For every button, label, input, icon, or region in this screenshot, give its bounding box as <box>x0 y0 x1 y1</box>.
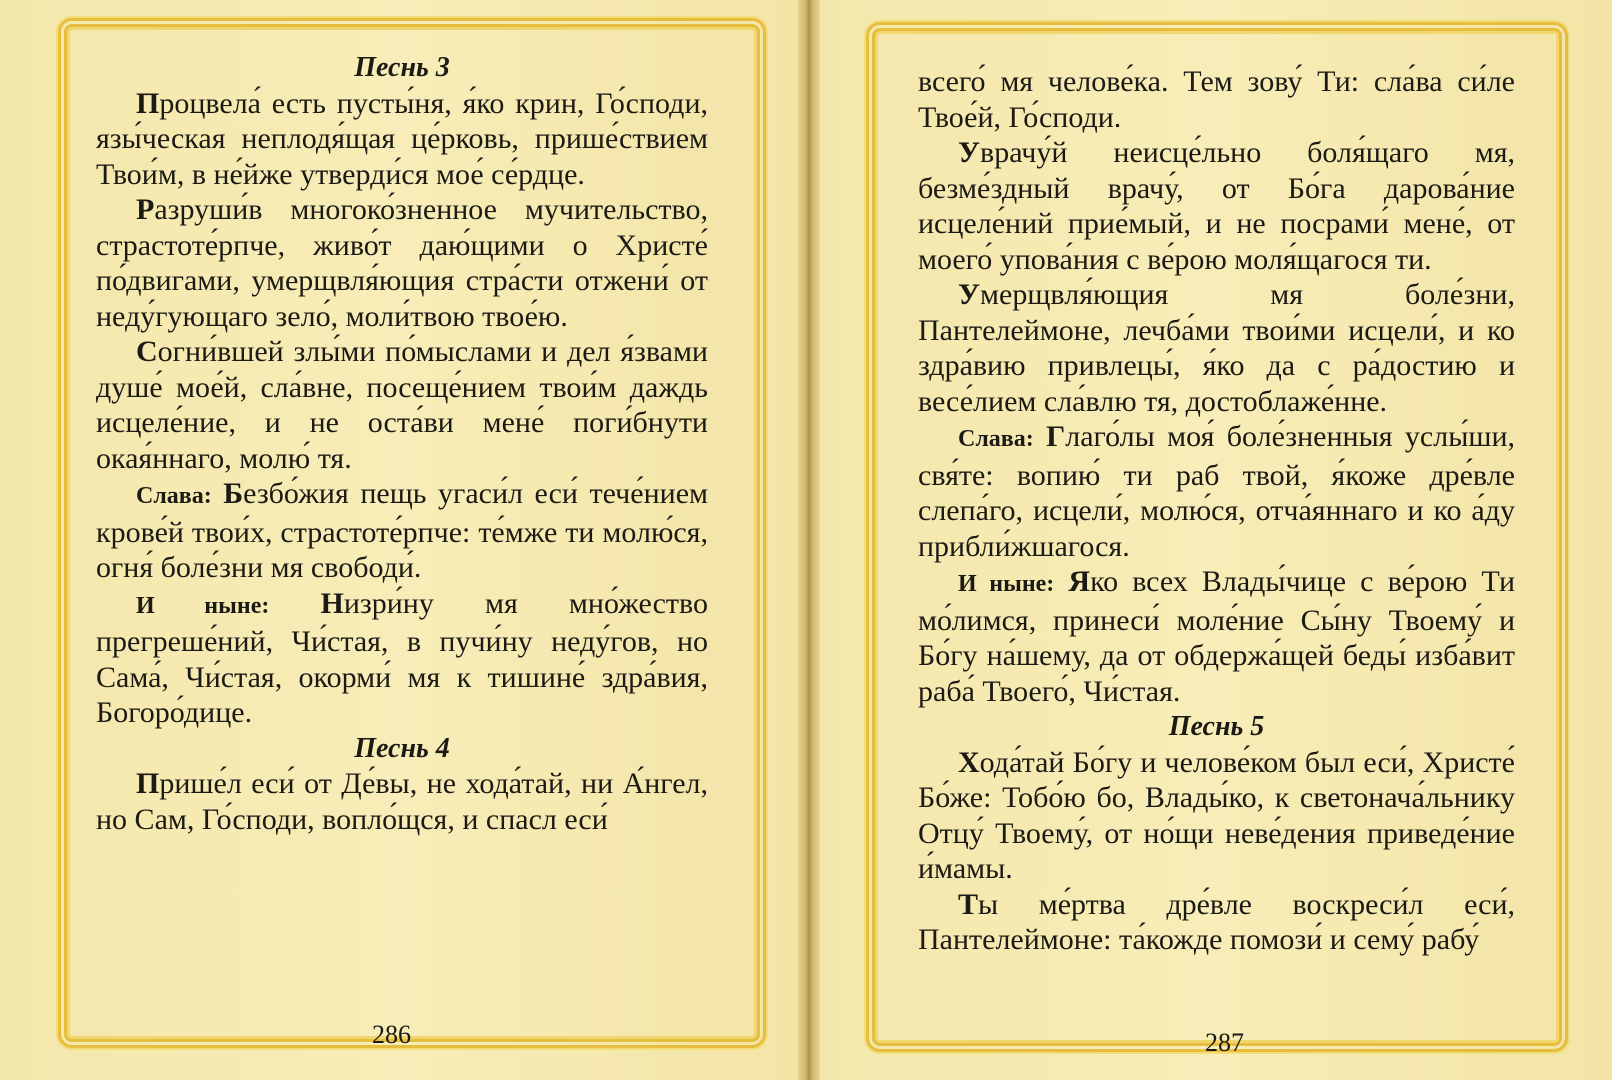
initial-letter: Х <box>958 745 980 779</box>
section-heading: Песнь 4 <box>354 732 450 764</box>
initial-letter: Р <box>136 193 155 226</box>
paragraph: всего́ мя челове́ка. Тем зову́ Ти: сла́ва си́ле Твое́й, Го́споди. <box>918 65 1515 134</box>
rubric-label: И ныне: <box>958 571 1055 597</box>
paragraph-text: ы ме́ртва дре́вле воскреси́л еси́, Пантелеймоне: та́кожде помози́ и сему́ рабу́ <box>918 887 1515 956</box>
rubric-label: И ныне: <box>136 592 270 619</box>
initial-letter: Г <box>1046 420 1066 453</box>
initial-letter: Т <box>958 887 979 921</box>
left-page-text <box>96 50 708 837</box>
book-gutter <box>798 0 820 1080</box>
initial-letter: У <box>958 278 981 311</box>
section-heading: Песнь 5 <box>1168 711 1265 742</box>
page-number: 287 <box>1205 1028 1244 1057</box>
paragraph <box>918 419 1515 564</box>
section-heading: Песнь 3 <box>354 52 450 83</box>
paragraph <box>96 334 708 476</box>
initial-letter: Б <box>223 477 244 510</box>
page-number: 286 <box>372 1020 411 1049</box>
paragraph <box>96 476 708 586</box>
paragraph <box>96 86 708 193</box>
paragraph-text: езбо́жия пещь угаси́л еси́ тече́нием крове́й твои́х, страстоте́рпче: те́мже ти молю́ся, огня́ боле́зни мя свободи́. <box>96 477 708 584</box>
paragraph-text: рише́л еси́ от Де́вы, не хода́тай, ни А́нгел, но Сам, Го́споди, вопло́щся, и спасл еси́ <box>96 767 708 836</box>
initial-letter: У <box>958 136 981 169</box>
paragraph <box>96 766 708 837</box>
paragraph-text: лаго́лы моя́ боле́зненныя услы́ши, свя́те: вопию́ ти раб твой, я́коже дре́вле слепа́го, исцели́, молю́ся, отча́яннаго и ко а́ду прибли́жшагося. <box>918 420 1515 563</box>
right-page-text <box>918 64 1515 958</box>
paragraph-text: изри́ну мя мно́жество прегреше́ний, Чи́стая, в пучи́ну неду́гов, но Сама́, Чи́стая, окорми́ мя к тишине́ здра́вия, Богоро́дице. <box>96 586 708 729</box>
initial-letter: П <box>136 86 160 120</box>
initial-letter: Я <box>1068 565 1091 598</box>
paragraph <box>918 135 1515 277</box>
paragraph <box>96 586 708 731</box>
initial-letter: Н <box>320 586 344 620</box>
paragraph <box>918 564 1515 709</box>
paragraph-text: ко всех Влады́чице с ве́рою Ти мо́лимся, принеси́ моле́ние Сы́ну Твоему́ и Бо́гу на́шему, да от обдержа́щей беды́ изба́вит раба́ Твоего́, Чи́стая. <box>918 565 1516 708</box>
rubric-label: Слава: <box>136 483 212 509</box>
paragraph <box>918 277 1515 419</box>
paragraph <box>96 192 708 334</box>
paragraph-text: врачу́й неисце́льно боля́щаго мя, безме́здный врачу́, от Бо́га дарова́ние исцеле́ний прие́мый, и не посрами́ мене́, от моего́ упова́ния с ве́рою моля́щагося ти. <box>918 136 1515 276</box>
paragraph <box>918 745 1515 887</box>
paragraph-text: ода́тай Бо́гу и челове́ком был еси́, Христе́ Бо́же: Тобо́ю бо, Влады́ко, к светонача́льнику Отцу́ Твоему́, от но́щи неве́дения приведе́ние и́мамы. <box>918 745 1515 885</box>
rubric-label: Слава: <box>958 426 1034 452</box>
paragraph-text: мерщвля́ющия мя боле́зни, Пантелеймоне, лечба́ми твои́ми исцели́, и ко здра́вию привлецы́, я́ко да с ра́достию и весе́лием сла́влю тя, достоблаже́нне. <box>918 278 1515 418</box>
initial-letter: С <box>136 335 158 368</box>
initial-letter: П <box>136 767 160 800</box>
paragraph-text: огни́вшей злы́ми по́мыслами и дел я́звами душе́ мое́й, сла́вне, посеще́нием твои́м даждь исцеле́ние, и не оста́ви мене́ поги́бнути окая́ннаго, молю́ тя. <box>96 335 708 475</box>
paragraph-text: роцвела́ есть пусты́ня, я́ко крин, Го́споди, язы́ческая неплодя́щая це́рковь, прише́ствием Твои́м, в не́йже утверди́ся мое́ се́рдце. <box>96 86 708 191</box>
paragraph <box>918 887 1515 958</box>
paragraph-text: азруши́в многоко́зненное мучительство, страстоте́рпче, живо́т даю́щими о Христе́ по́двигами, умерщвля́ющия стра́сти отжени́ от неду́гующаго зело́, моли́твою твое́ю. <box>96 193 708 333</box>
